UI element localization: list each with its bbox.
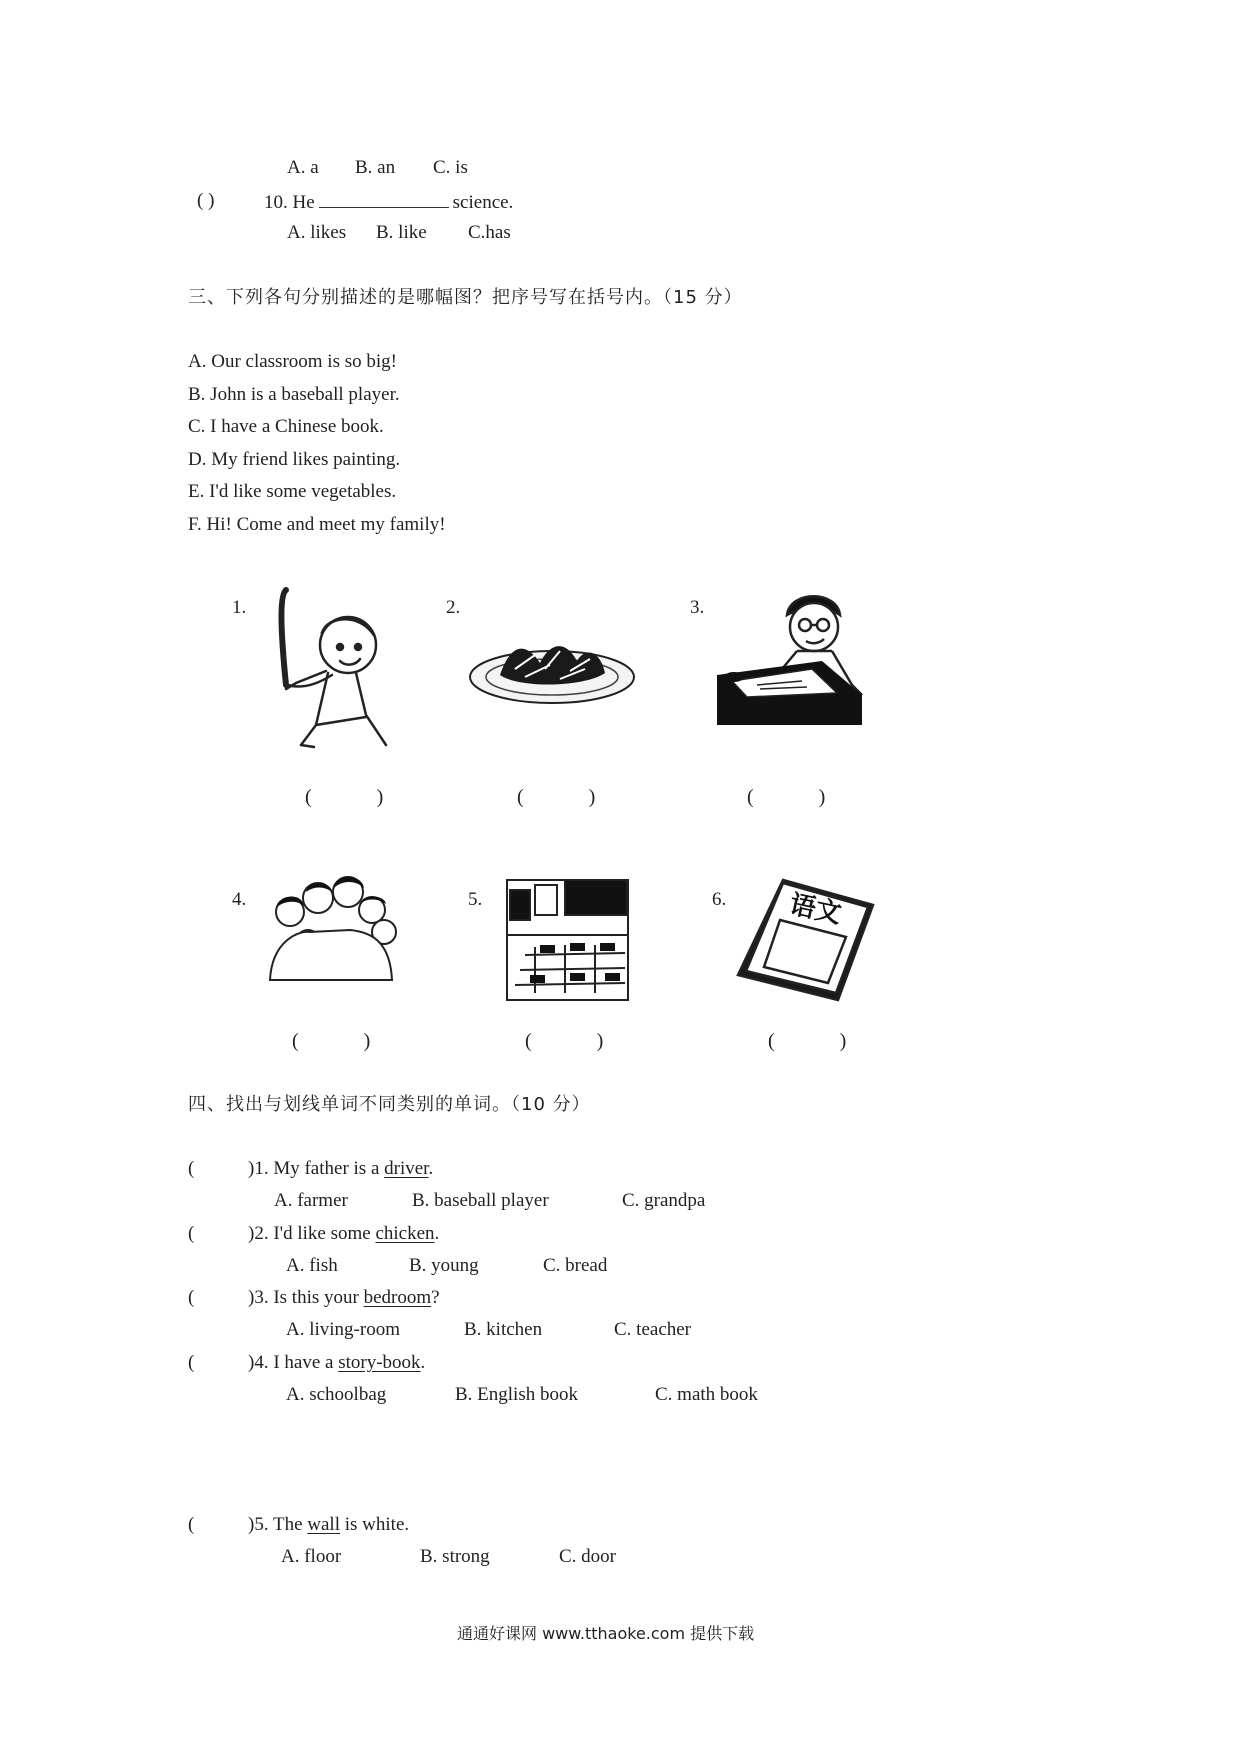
q10-blank[interactable] (319, 189, 449, 208)
s4-q5-option-c: C. door (559, 1546, 616, 1567)
sentence-e: E. I'd like some vegetables. (188, 481, 397, 502)
q9-option-b: B. an (355, 157, 396, 178)
q10-stem: 10. He (264, 192, 315, 213)
s4-q2-option-b: B. young (409, 1255, 479, 1276)
s4-q1-text (248, 1157, 433, 1181)
s4-q3-text (248, 1286, 440, 1310)
sentence-b: B. John is a baseball player. (188, 384, 400, 405)
s4-q1-paren[interactable]: ( (188, 1158, 195, 1179)
q10-paren[interactable]: ( ) (197, 190, 215, 211)
s4-q4-post: . (420, 1352, 426, 1373)
s4-q5-post: is white. (340, 1514, 410, 1535)
sentence-a: A. Our classroom is so big! (188, 351, 397, 372)
s4-q2-text (248, 1222, 439, 1246)
s4-q2-option-c: C. bread (543, 1255, 608, 1276)
q10-after: science. (452, 192, 514, 213)
boy-painting-icon (712, 585, 872, 735)
section4-title: 四、找出与划线单词不同类别的单词。（10 分） (188, 1094, 591, 1115)
section3-title: 三、下列各句分别描述的是哪幅图？把序号写在括号内。（15 分） (188, 287, 743, 308)
s4-q4-paren[interactable]: ( (188, 1352, 195, 1373)
s4-q5-option-b: B. strong (420, 1546, 490, 1567)
s4-q4-option-b: B. English book (455, 1384, 578, 1405)
s4-q5-word: wall (307, 1514, 340, 1535)
picture-3-number: 3. (690, 597, 705, 618)
picture-6-answer[interactable]: ( ) (768, 1030, 877, 1052)
s4-q4-option-c: C. math book (655, 1384, 758, 1405)
s4-q4-option-a: A. schoolbag (286, 1384, 387, 1405)
s4-q1-option-a: A. farmer (274, 1190, 348, 1211)
book-title-text: 语文 (786, 889, 844, 930)
q10-option-a: A. likes (287, 222, 347, 243)
family-icon (260, 870, 400, 985)
chinese-book-icon (728, 875, 878, 1005)
s4-q4-pre: )4. I have a (248, 1352, 339, 1373)
s4-q1-option-b: B. baseball player (412, 1190, 549, 1211)
s4-q4-word: story-book (338, 1352, 421, 1373)
vegetable-plate-icon (465, 625, 640, 710)
s4-q5-option-a: A. floor (281, 1546, 342, 1567)
s4-q4-text (248, 1351, 425, 1375)
picture-1-number: 1. (232, 597, 247, 618)
picture-1-answer[interactable]: ( ) (305, 786, 414, 808)
s4-q1-option-c: C. grandpa (622, 1190, 706, 1211)
sentence-c: C. I have a Chinese book. (188, 416, 384, 437)
picture-2-answer[interactable]: ( ) (517, 786, 626, 808)
s4-q2-paren[interactable]: ( (188, 1223, 195, 1244)
sentence-d: D. My friend likes painting. (188, 449, 401, 470)
s4-q3-option-a: A. living-room (286, 1319, 400, 1340)
picture-6-number: 6. (712, 889, 727, 910)
s4-q3-pre: )3. Is this your (248, 1287, 364, 1308)
q10-question (264, 189, 513, 215)
s4-q1-word: driver (384, 1158, 429, 1179)
classroom-icon (505, 875, 630, 1005)
sentence-f: F. Hi! Come and meet my family! (188, 514, 446, 535)
picture-4-number: 4. (232, 889, 247, 910)
s4-q3-word: bedroom (363, 1287, 432, 1308)
s4-q3-option-c: C. teacher (614, 1319, 692, 1340)
picture-4-answer[interactable]: ( ) (292, 1030, 401, 1052)
picture-2-number: 2. (446, 597, 461, 618)
s4-q2-post: . (434, 1223, 440, 1244)
s4-q5-paren[interactable]: ( (188, 1514, 195, 1535)
footer-text: 通通好课网 www.tthaoke.com 提供下载 (457, 1624, 755, 1643)
q10-option-c: C.has (468, 222, 511, 243)
s4-q3-paren[interactable]: ( (188, 1287, 195, 1308)
s4-q1-post: . (428, 1158, 434, 1179)
picture-3-answer[interactable]: ( ) (747, 786, 856, 808)
picture-5-answer[interactable]: ( ) (525, 1030, 634, 1052)
baseball-boy-icon (256, 585, 401, 755)
q9-option-a: A. a (287, 157, 319, 178)
s4-q2-word: chicken (375, 1223, 435, 1244)
s4-q2-pre: )2. I'd like some (248, 1223, 376, 1244)
s4-q3-post: ? (431, 1287, 440, 1308)
s4-q5-pre: )5. The (248, 1514, 308, 1535)
q10-option-b: B. like (376, 222, 427, 243)
q9-option-c: C. is (433, 157, 468, 178)
s4-q1-pre: )1. My father is a (248, 1158, 385, 1179)
picture-5-number: 5. (468, 889, 483, 910)
s4-q5-text (248, 1513, 409, 1537)
s4-q3-option-b: B. kitchen (464, 1319, 543, 1340)
s4-q2-option-a: A. fish (286, 1255, 338, 1276)
